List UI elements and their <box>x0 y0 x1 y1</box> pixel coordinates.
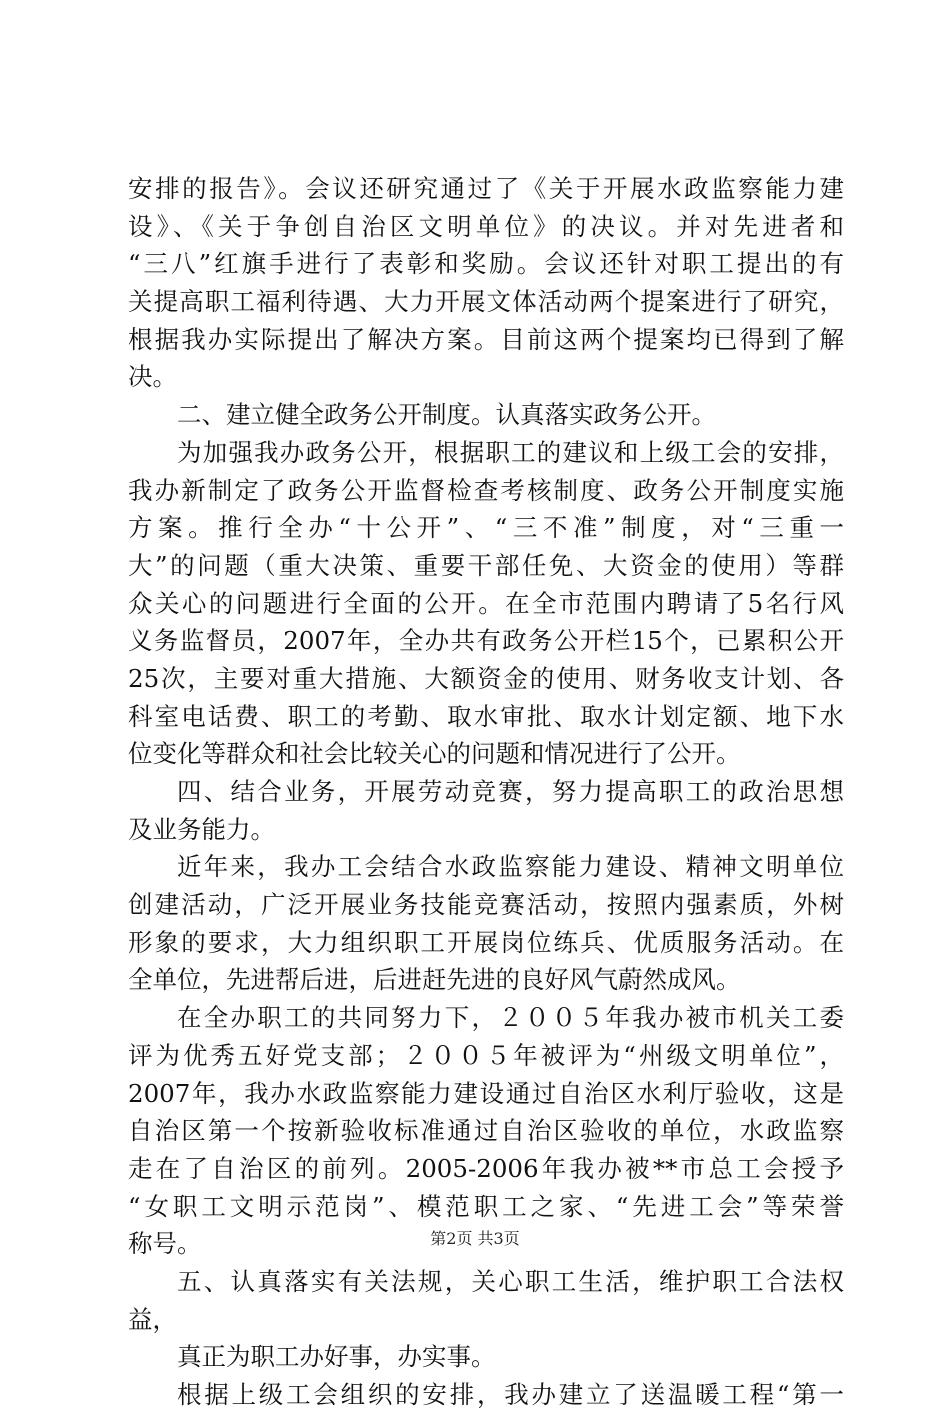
text-line: 安排的报告》。会议还研究通过了《关于开展水政监察能力建 <box>128 174 844 203</box>
page-footer: 第2页 共3页 <box>430 1229 520 1248</box>
text-line: 科室电话费、职工的考勤、取水审批、取水计划定额、地下水 <box>128 701 844 731</box>
text-line: “三八”红旗手进行了表彰和奖励。会议还针对职工提出的有 <box>128 249 844 279</box>
text-line: 方案。推行全办“十公开”、“三不准”制度，对“三重一 <box>128 513 844 543</box>
text-line: 真正为职工办好事，办实事。 <box>177 1342 496 1372</box>
text-line: 大”的问题（重大决策、重要干部任免、大资金的使用）等群 <box>128 550 844 580</box>
text-line: 四、结合业务，开展劳动竞赛，努力提高职工的政治思想 <box>177 777 844 806</box>
text-line: 全单位，先进帮后进，后进赶先进的良好风气蔚然成风。 <box>128 965 741 995</box>
text-line: 五、认真落实有关法规，关心职工生活，维护职工合法权 <box>177 1266 844 1296</box>
text-line: 25次，主要对重大措施、大额资金的使用、财务收支计划、各 <box>128 663 844 693</box>
text-line: 走在了自治区的前列。2005-2006年我办被**市总工会授予 <box>128 1153 844 1183</box>
text-line: 义务监督员，2007年，全办共有政务公开栏15个，已累积公开 <box>128 626 844 656</box>
text-line: 二、建立健全政务公开制度。认真落实政务公开。 <box>177 400 716 430</box>
text-line: 评为优秀五好党支部；２００５年被评为“州级文明单位”， <box>128 1040 844 1070</box>
text-line: 我办新制定了政务公开监督检查考核制度、政务公开制度实施 <box>128 475 844 505</box>
text-line: 根据上级工会组织的安排，我办建立了送温暖工程“第一 <box>177 1380 844 1409</box>
text-line: 益， <box>128 1304 177 1334</box>
text-line: 为加强我办政务公开，根据职工的建议和上级工会的安排， <box>177 437 844 467</box>
text-line: 关提高职工福利待遇、大力开展文体活动两个提案进行了研究， <box>128 287 844 317</box>
text-line: 位变化等群众和社会比较关心的问题和情况进行了公开。 <box>128 739 741 769</box>
text-line: 设》、《关于争创自治区文明单位》的决议。并对先进者和 <box>128 211 844 241</box>
text-line: 创建活动，广泛开展业务技能竞赛活动，按照内强素质，外树 <box>128 890 844 920</box>
text-line: 近年来，我办工会结合水政监察能力建设、精神文明单位 <box>177 852 844 882</box>
text-line: 根据我办实际提出了解决方案。目前这两个提案均已得到了解 <box>128 324 844 354</box>
text-line: 及业务能力。 <box>128 814 275 844</box>
text-line: 称号。 <box>128 1229 202 1259</box>
text-line: 自治区第一个按新验收标准通过自治区验收的单位，水政监察 <box>128 1116 844 1146</box>
text-line: “女职工文明示范岗”、模范职工之家、“先进工会”等荣誉 <box>128 1191 844 1221</box>
text-line: 决。 <box>128 362 177 392</box>
text-line: 2007年，我办水政监察能力建设通过自治区水利厅验收，这是 <box>128 1078 844 1108</box>
text-line: 在全办职工的共同努力下，２００５年我办被市机关工委 <box>177 1003 844 1033</box>
text-line: 形象的要求，大力组织职工开展岗位练兵、优质服务活动。在 <box>128 927 844 957</box>
text-line: 众关心的问题进行全面的公开。在全市范围内聘请了5名行风 <box>128 588 844 618</box>
